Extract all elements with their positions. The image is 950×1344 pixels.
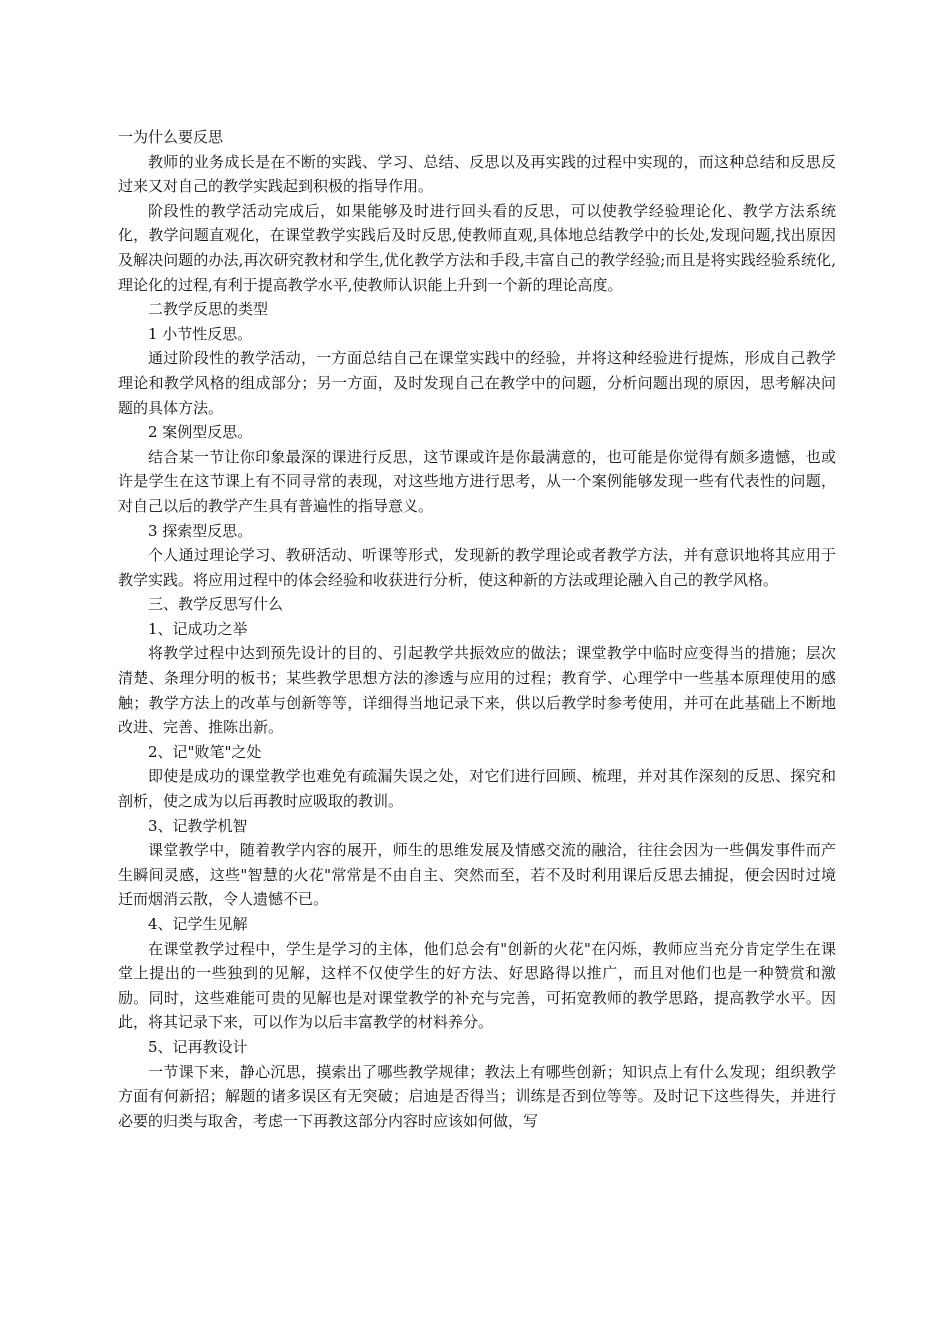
subheading-exploratory-reflection: 3 探索型反思。 xyxy=(148,521,253,540)
subheading-record-wit: 3、记教学机智 xyxy=(148,816,248,835)
paragraph-exploratory-reflection: 个人通过理论学习、教研活动、听课等形式，发现新的教学理论或者教学方法，并有意识地将其应用于教学实践。将应用过程中的体会经验和收获进行分析，使这种新的方法或理论融入自己的教学风格。 xyxy=(118,546,836,589)
subheading-record-student-views: 4、记学生见解 xyxy=(148,915,248,933)
paragraph-record-student-views: 在课堂教学过程中，学生是学习的主体，他们总会有"创新的火花"在闪烁，教师应当充分肯定学生在课堂上提出的一些独到的见解，这样不仅使学生的好方法、好思路得以推广，而且对他们也是一种赞赏和激励。同时，这些难能可贵的见解也是对课堂教学的补充与完善，可拓宽教师的教学思路，提高教学水平。因此，将其记录下来，可以作为以后丰富教学的材料养分。 xyxy=(118,939,836,1032)
paragraph-record-failures: 即使是成功的课堂教学也难免有疏漏失误之处，对它们进行回顾、梳理，并对其作深刻的反思、探究和剖析，使之成为以后再教时应吸取的教训。 xyxy=(118,767,836,811)
subheading-case-reflection: 2 案例型反思。 xyxy=(148,423,253,442)
paragraph-case-reflection: 结合某一节让你印象最深的课进行反思，这节课或许是你最满意的，也可能是你觉得有颇多遗憾，也或许是学生在这节课上有不同寻常的表现，对这些地方进行思考，从一个案例能够发现一些有代表性的问题，对自己以后的教学产生具有普遍性的指导意义。 xyxy=(118,447,836,515)
document-body xyxy=(118,125,836,1133)
paragraph-stage-reflection: 阶段性的教学活动完成后，如果能够及时进行回头看的反思，可以使教学经验理论化、教学方法系统化，教学问题直观化，在课堂教学实践后及时反思,使教师直观,具体地总结教学中的长处,发现问题,找出原因及解决问题的办法,再次研究教材和学生,优化教学方法和手段,丰富自己的教学经验;而且是将实践经验系统化,理论化的过程,有利于提高教学水平,使教师认识能上升到一个新的理论高度。 xyxy=(118,201,836,294)
paragraph-teacher-growth: 教师的业务成长是在不断的实践、学习、总结、反思以及再实践的过程中实现的，而这种总结和反思反过来又对自己的教学实践起到积极的指导作用。 xyxy=(118,152,836,196)
subheading-record-failures: 2、记"败笔"之处 xyxy=(148,742,262,761)
section-title-why-reflect: 一为什么要反思 xyxy=(118,128,224,146)
section-title-reflection-types: 二教学反思的类型 xyxy=(148,300,269,319)
paragraph-record-wit: 课堂教学中，随着教学内容的展开，师生的思维发展及情感交流的融洽，往往会因为一些偶发事件而产生瞬间灵感，这些"智慧的火花"常常是不由自主、突然而至，若不及时利用课后反思去捕捉，便会因时过境迁而烟消云散，令人遗憾不已。 xyxy=(118,841,836,909)
subheading-record-redesign: 5、记再教设计 xyxy=(148,1037,248,1056)
subheading-record-success: 1、记成功之举 xyxy=(148,619,248,638)
paragraph-summary-reflection: 通过阶段性的教学活动，一方面总结自己在课堂实践中的经验，并将这种经验进行提炼，形成自己教学理论和教学风格的组成部分；另一方面，及时发现自己在教学中的问题，分析问题出现的原因，思考解决问题的具体方法。 xyxy=(118,349,836,417)
subheading-summary-reflection: 1 小节性反思。 xyxy=(148,324,253,343)
paragraph-record-success: 将教学过程中达到预先设计的目的、引起教学共振效应的做法；课堂教学中临时应变得当的措施；层次清楚、条理分明的板书；某些教学思想方法的渗透与应用的过程；教育学、心理学中一些基本原理使用的感触；教学方法上的改革与创新等等，详细得当地记录下来，供以后教学时参考使用，并可在此基础上不断地改进、完善、推陈出新。 xyxy=(118,644,836,737)
section-title-what-to-write: 三、教学反思写什么 xyxy=(148,595,284,614)
paragraph-record-redesign: 一节课下来，静心沉思，摸索出了哪些教学规律；教法上有哪些创新；知识点上有什么发现；组织教学方面有何新招；解题的诸多误区有无突破；启迪是否得当；训练是否到位等等。及时记下这些得失，并进行必要的归类与取舍，考虑一下再教这部分内容时应该如何做，写 xyxy=(118,1062,836,1130)
